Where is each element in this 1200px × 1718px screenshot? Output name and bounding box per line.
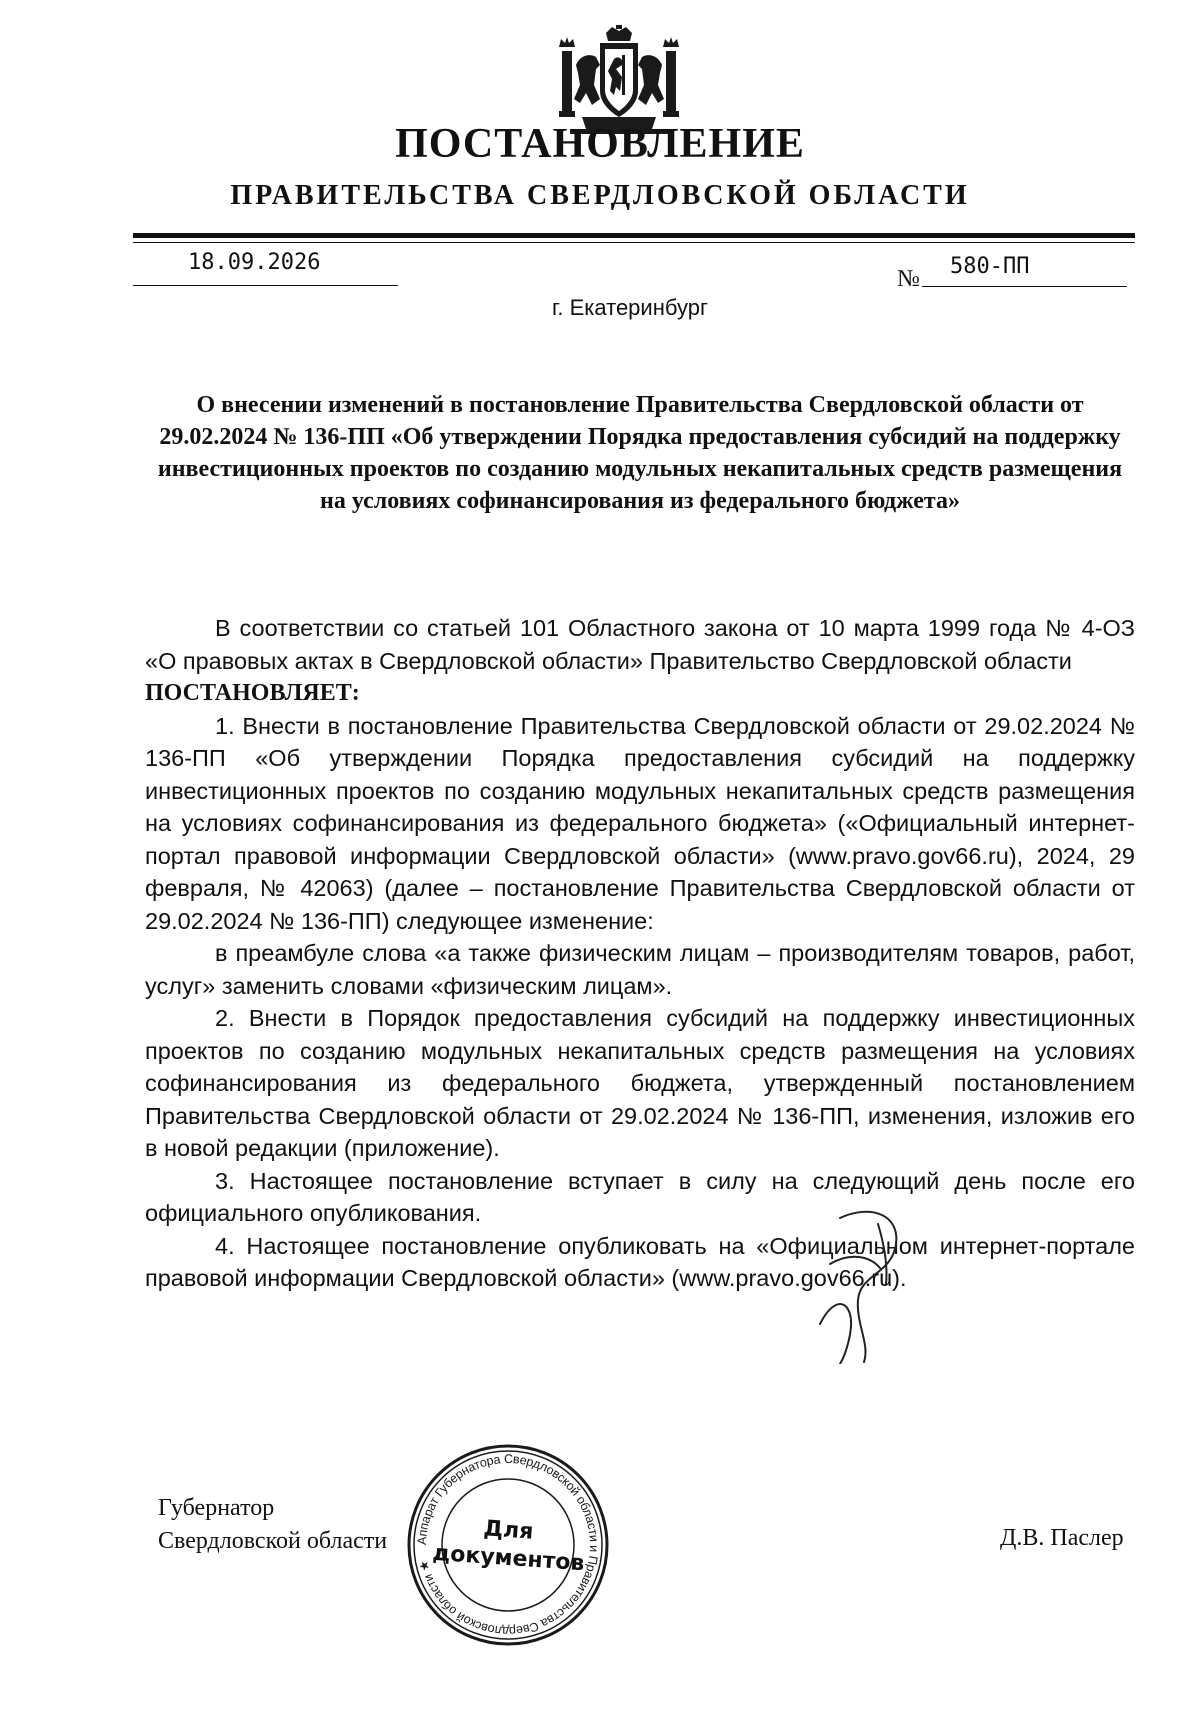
handwritten-signature xyxy=(800,1204,950,1364)
governor-position-line2: Свердловской области xyxy=(158,1528,388,1554)
document-title: ПОСТАНОВЛЕНИЕ xyxy=(395,121,805,167)
document-heading: О внесении изменений в постановление Правительства Свердловской области от 29.02.2024 № 136-ПП «Об утверждении Порядка предоставления субсидий на поддержку инвестиционных проектов по созданию модульных некапитальных средств размещения на условиях софинансирования из федерального бюджета» xyxy=(157,392,1123,514)
paragraph-1-detail: в преамбуле слова «а также физическим лицам – производителям товаров, работ, услуг» заменить словами «физическим лицам». xyxy=(145,940,1135,999)
date-underline xyxy=(133,285,398,286)
stamp-center-line1: Для xyxy=(482,1516,535,1545)
document-date: 18.09.2026 xyxy=(188,250,321,275)
paragraph-4: 4. Настоящее постановление опубликовать на «Официальном интернет-портале правовой информации Свердловской области» (www.pravo.gov66.ru). xyxy=(145,1232,1135,1291)
official-seal-stamp xyxy=(406,1443,610,1647)
paragraph-2: 2. Внести в Порядок предоставления субсидий на поддержку инвестиционных проектов по созданию модульных некапитальных средств размещения на условиях софинансирования из федерального бюджета, утвержденный постановлением Правительства Свердловской области от 29.02.2024 № 136-ПП, изменения, изложив его в новой редакции (приложение). xyxy=(145,1005,1135,1161)
header-divider-thick xyxy=(133,233,1135,238)
document-number: 580-ПП xyxy=(950,254,1030,279)
paragraph-1: 1. Внести в постановление Правительства Свердловской области от 29.02.2024 № 136-ПП «Об утверждении Порядка предоставления субсидий на поддержку инвестиционных проектов по созданию модульных некапитальных средств размещения на условиях софинансирования из федерального бюджета» («Официальный интернет-портал правовой информации Свердловской области» (www.pravo.gov66.ru), 2024, 29 февраля, № 42063) (далее – постановление Правительства Свердловской области от 29.02.2024 № 136-ПП) следующее изменение: xyxy=(145,712,1135,934)
coat-of-arms-emblem xyxy=(556,25,682,135)
header-divider-thin xyxy=(133,242,1135,243)
governor-position xyxy=(158,1492,387,1558)
governor-position-line1: Губернатор xyxy=(158,1495,275,1521)
document-body xyxy=(145,612,1135,1295)
number-label: № xyxy=(897,266,920,292)
governor-name: Д.В. Паслер xyxy=(1000,1525,1124,1551)
paragraph-3: 3. Настоящее постановление вступает в силу на следующий день после его официального опубликования. xyxy=(145,1167,1135,1226)
document-subtitle: ПРАВИТЕЛЬСТВА СВЕРДЛОВСКОЙ ОБЛАСТИ xyxy=(230,180,970,211)
stamp-ring-text: Аппарат Губернатора Свердловской области и Правительства Свердловской области ★ xyxy=(414,1451,602,1639)
stamp-center-line2: документов xyxy=(431,1540,586,1577)
number-underline xyxy=(922,286,1127,287)
preamble-paragraph: В соответствии со статьей 101 Областного закона от 10 марта 1999 года № 4-ОЗ «О правовых актах в Свердловской области» Правительство Свердловской области xyxy=(145,615,1135,674)
decree-word: ПОСТАНОВЛЯЕТ: xyxy=(145,680,360,706)
document-city: г. Екатеринбург xyxy=(552,295,708,320)
